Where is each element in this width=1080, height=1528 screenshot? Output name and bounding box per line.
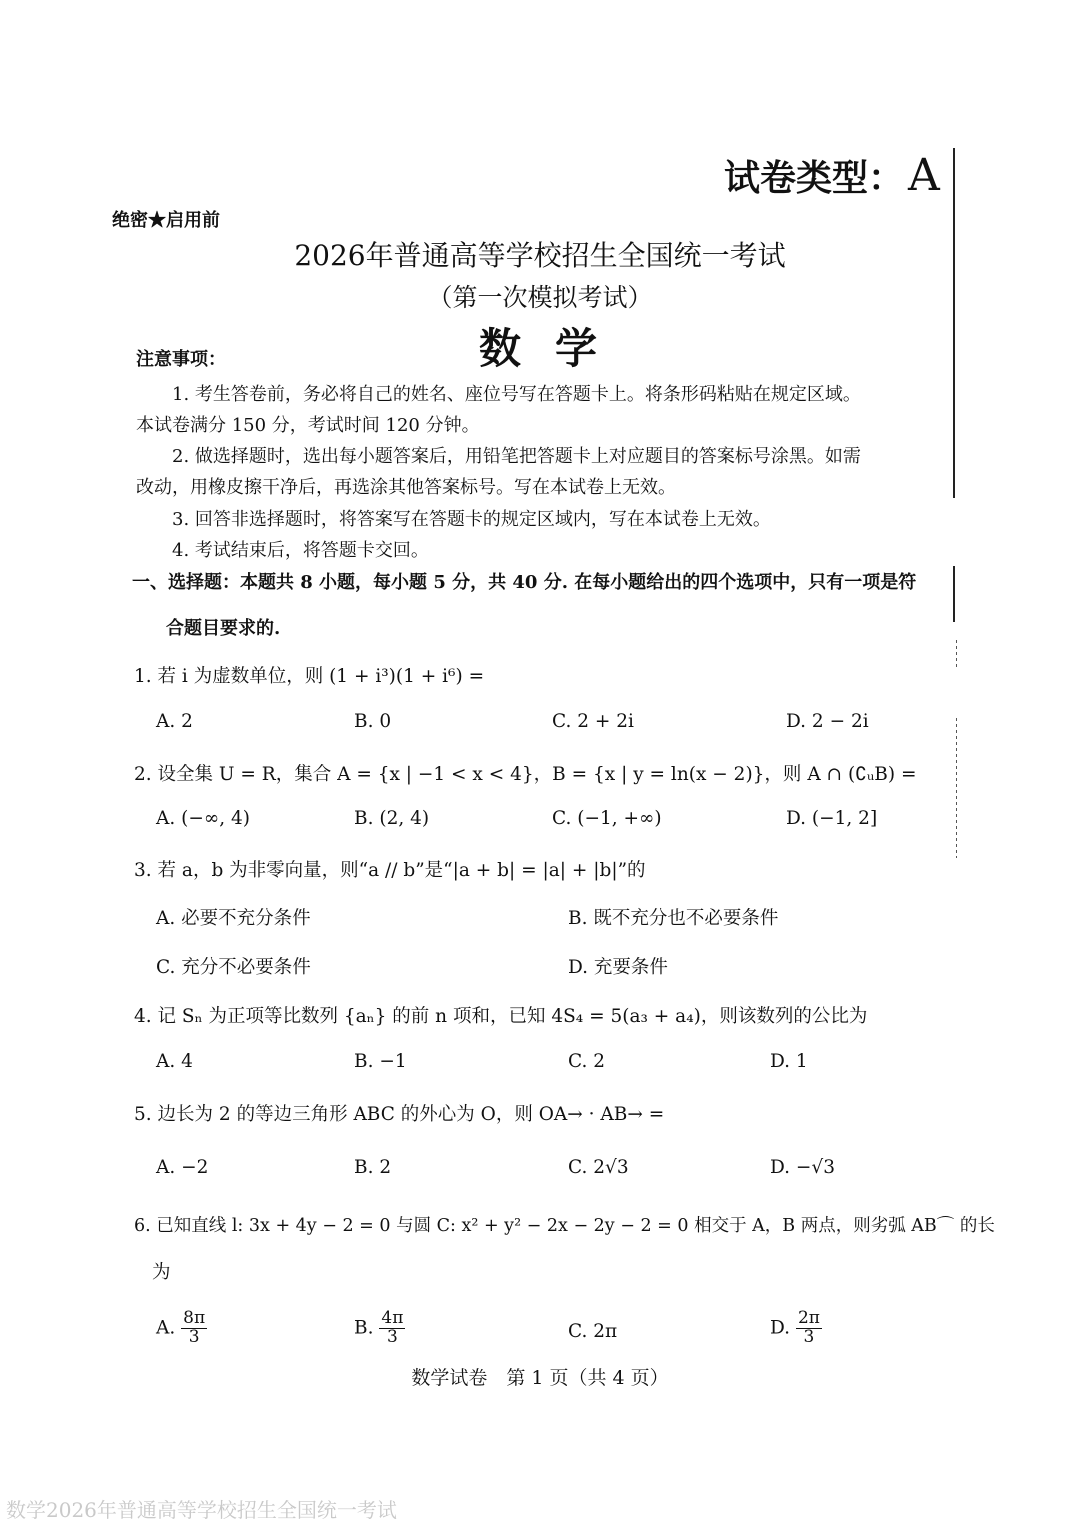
- fraction: [796, 1310, 822, 1347]
- fraction-numerator: 8π: [183, 1308, 206, 1328]
- paper-type-label: 试卷类型：: [724, 157, 905, 199]
- notes-line-1: 1. 考生答卷前，务必将自己的姓名、座位号写在答题卡上。将条形码粘贴在规定区域。: [172, 384, 861, 405]
- question-6-stem-line-1: 6. 已知直线 l: 3x + 4y − 2 = 0 与圆 C: x² + y² − 2x − 2y − 2 = 0 相交于 A，B 两点，则劣弧 AB⌒ 的长: [134, 1216, 995, 1236]
- question-4-stem: 4. 记 Sₙ 为正项等比数列 {aₙ} 的前 n 项和，已知 4S₄ = 5(a₃ + a₄)，则该数列的公比为: [134, 1006, 868, 1027]
- section-heading-line-1: 一、选择题：本题共 8 小题，每小题 5 分，共 40 分. 在每小题给出的四个选项中，只有一项是符: [132, 572, 917, 593]
- question-3-option-d: D. 充要条件: [568, 957, 668, 978]
- question-4-option-c: C. 2: [568, 1051, 606, 1072]
- fraction-numerator: 4π: [381, 1308, 404, 1328]
- binding-line-dashed-1: [956, 640, 957, 670]
- question-4-option-a: A. 4: [156, 1051, 193, 1072]
- question-2-option-b: B. (2, 4): [354, 808, 430, 829]
- notes-line-5: 3. 回答非选择题时，将答案写在答题卡的规定区域内，写在本试卷上无效。: [172, 509, 771, 530]
- option-letter: C.: [568, 1321, 588, 1342]
- page-footer: 数学试卷 第 1 页（共 4 页）: [411, 1367, 669, 1389]
- paper-type: [724, 150, 940, 201]
- fraction-denominator: 3: [386, 1326, 398, 1347]
- fraction: [379, 1310, 405, 1347]
- question-2-stem: 2. 设全集 U = R，集合 A = {x | −1 < x < 4}，B = {x | y = ln(x − 2)}，则 A ∩ (∁ᵤB) =: [134, 764, 917, 785]
- option-letter: B.: [354, 1317, 374, 1339]
- question-6-stem-line-2: 为: [152, 1262, 171, 1283]
- section-heading-line-2: 合题目要求的.: [166, 618, 281, 639]
- option-letter: A.: [156, 1317, 176, 1339]
- question-5-option-d: D. −√3: [770, 1157, 835, 1178]
- binding-line-dashed-2: [956, 718, 957, 858]
- question-3-option-c: C. 充分不必要条件: [156, 957, 311, 978]
- question-2-option-a: A. (−∞, 4): [156, 808, 250, 829]
- question-6-option-b: [354, 1310, 405, 1347]
- question-3-option-a: A. 必要不充分条件: [156, 908, 311, 929]
- question-6-option-d: [770, 1310, 822, 1347]
- notes-heading: 注意事项：: [136, 349, 226, 370]
- question-3-stem: 3. 若 a，b 为非零向量，则“a // b”是“|a + b| = |a| + |b|”的: [134, 860, 646, 881]
- notes-line-6: 4. 考试结束后，将答题卡交回。: [172, 540, 429, 561]
- exam-title: 2026年普通高等学校招生全国统一考试: [294, 239, 786, 272]
- subject-title: 数学: [478, 324, 631, 373]
- question-4-option-b: B. −1: [354, 1051, 407, 1072]
- question-2-option-d: D. (−1, 2]: [786, 808, 878, 829]
- binding-line-mid: [953, 566, 955, 622]
- question-6-option-c: [568, 1321, 617, 1342]
- fraction-denominator: 3: [803, 1326, 815, 1347]
- question-1-option-c: C. 2 + 2i: [552, 711, 634, 732]
- question-5-option-a: A. −2: [156, 1157, 209, 1178]
- option-letter: D.: [770, 1317, 791, 1339]
- paper-type-letter: A: [908, 150, 940, 201]
- fraction-numerator: 2π: [797, 1308, 820, 1328]
- notes-line-3: 2. 做选择题时，选出每小题答案后，用铅笔把答题卡上对应题目的答案标号涂黑。如需: [172, 446, 861, 467]
- question-1-option-d: D. 2 − 2i: [786, 711, 869, 732]
- question-1-option-a: A. 2: [156, 711, 193, 732]
- notes-line-2: 本试卷满分 150 分，考试时间 120 分钟。: [136, 415, 480, 436]
- fraction: [181, 1310, 207, 1347]
- watermark-text: 数学2026年普通高等学校招生全国统一考试: [6, 1498, 397, 1522]
- exam-subtitle: （第一次模拟考试）: [427, 283, 653, 312]
- question-4-option-d: D. 1: [770, 1051, 808, 1072]
- question-5-stem: 5. 边长为 2 的等边三角形 ABC 的外心为 O，则 OA→ · AB→ =: [134, 1104, 665, 1125]
- fraction-denominator: 3: [188, 1326, 200, 1347]
- question-6-option-a: [156, 1310, 207, 1347]
- question-5-option-b: B. 2: [354, 1157, 392, 1178]
- question-2-option-c: C. (−1, +∞): [552, 808, 662, 829]
- question-5-option-c: C. 2√3: [568, 1157, 629, 1178]
- question-1-stem: 1. 若 i 为虚数单位，则 (1 + i³)(1 + i⁶) =: [134, 666, 485, 687]
- question-1-option-b: B. 0: [354, 711, 392, 732]
- option-value: 2π: [593, 1321, 618, 1342]
- notes-line-4: 改动，用橡皮擦干净后，再选涂其他答案标号。写在本试卷上无效。: [136, 477, 676, 498]
- question-3-option-b: B. 既不充分也不必要条件: [568, 908, 779, 929]
- secret-label: 绝密★启用前: [112, 210, 220, 231]
